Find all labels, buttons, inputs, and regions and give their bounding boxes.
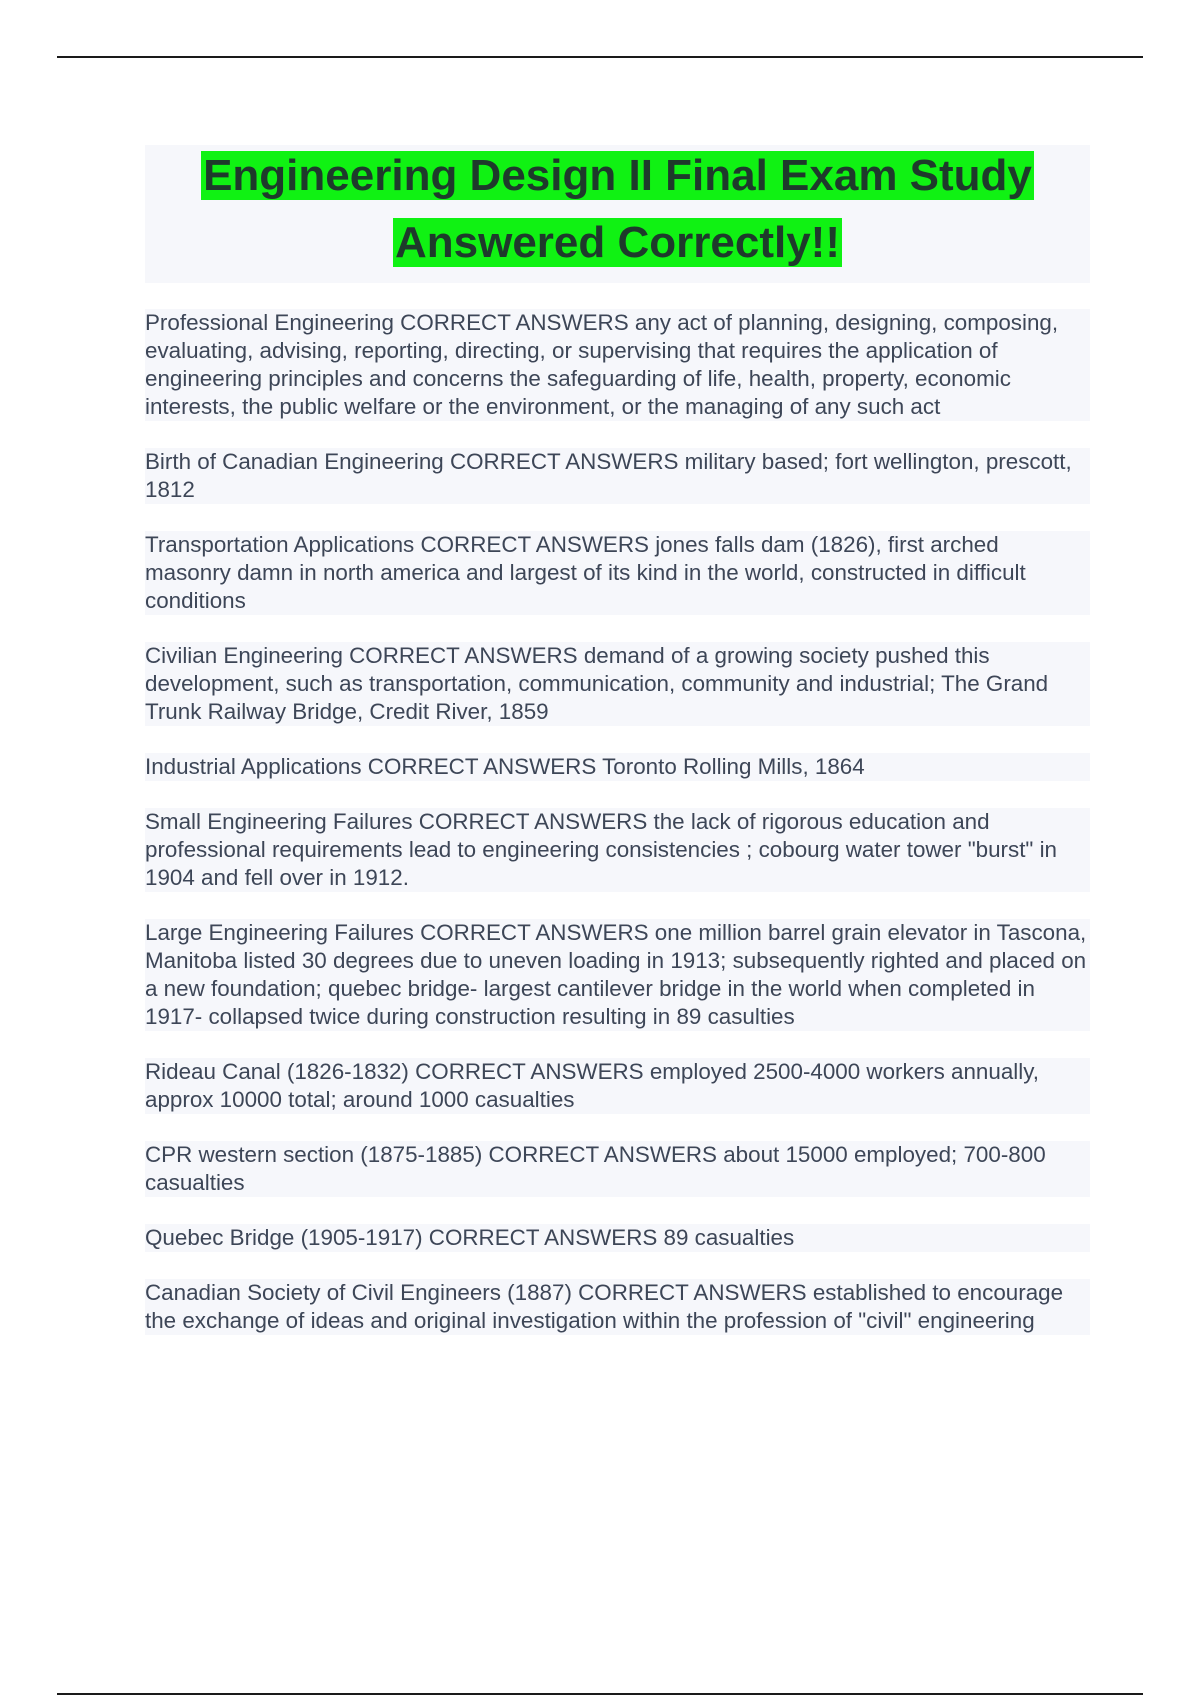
title-block	[145, 145, 1090, 283]
entry-professional-engineering: Professional Engineering CORRECT ANSWERS any act of planning, designing, composing, evaluating, advising, reporting, directing, or supervising that requires the application of engineering principles and concerns the safeguarding of life, health, property, economic interests, the public welfare or the environment, or the managing of any such act	[145, 309, 1090, 421]
bottom-rule	[57, 1693, 1143, 1695]
entry-large-engineering-failures: Large Engineering Failures CORRECT ANSWERS one million barrel grain elevator in Tascona, Manitoba listed 30 degrees due to uneven loading in 1913; subsequently righted and placed on a new foundation; quebec bridge- largest cantilever bridge in the world when completed in 1917- collapsed twice during construction resulting in 89 casulties	[145, 919, 1090, 1031]
entry-industrial-applications: Industrial Applications CORRECT ANSWERS Toronto Rolling Mills, 1864	[145, 753, 1090, 781]
entry-small-engineering-failures: Small Engineering Failures CORRECT ANSWERS the lack of rigorous education and professional requirements lead to engineering consistencies ; cobourg water tower "burst" in 1904 and fell over in 1912.	[145, 808, 1090, 892]
entry-canadian-society-of-civil-engineers: Canadian Society of Civil Engineers (1887) CORRECT ANSWERS established to encourage the exchange of ideas and original investigation within the profession of "civil" engineering	[145, 1279, 1090, 1335]
document-title: Engineering Design II Final Exam Study Answered Correctly!!	[203, 151, 1032, 267]
entry-quebec-bridge: Quebec Bridge (1905-1917) CORRECT ANSWERS 89 casualties	[145, 1224, 1090, 1252]
document-page	[145, 145, 1090, 1362]
entry-cpr-western-section: CPR western section (1875-1885) CORRECT ANSWERS about 15000 employed; 700-800 casualties	[145, 1141, 1090, 1197]
top-rule	[57, 56, 1143, 58]
entry-rideau-canal: Rideau Canal (1826-1832) CORRECT ANSWERS employed 2500-4000 workers annually, approx 10000 total; around 1000 casualties	[145, 1058, 1090, 1114]
entry-civilian-engineering: Civilian Engineering CORRECT ANSWERS demand of a growing society pushed this development, such as transportation, communication, community and industrial; The Grand Trunk Railway Bridge, Credit River, 1859	[145, 642, 1090, 726]
entry-transportation-applications: Transportation Applications CORRECT ANSWERS jones falls dam (1826), first arched masonry damn in north america and largest of its kind in the world, constructed in difficult conditions	[145, 531, 1090, 615]
entry-list	[145, 309, 1090, 1335]
entry-birth-of-canadian-engineering: Birth of Canadian Engineering CORRECT ANSWERS military based; fort wellington, prescott, 1812	[145, 448, 1090, 504]
